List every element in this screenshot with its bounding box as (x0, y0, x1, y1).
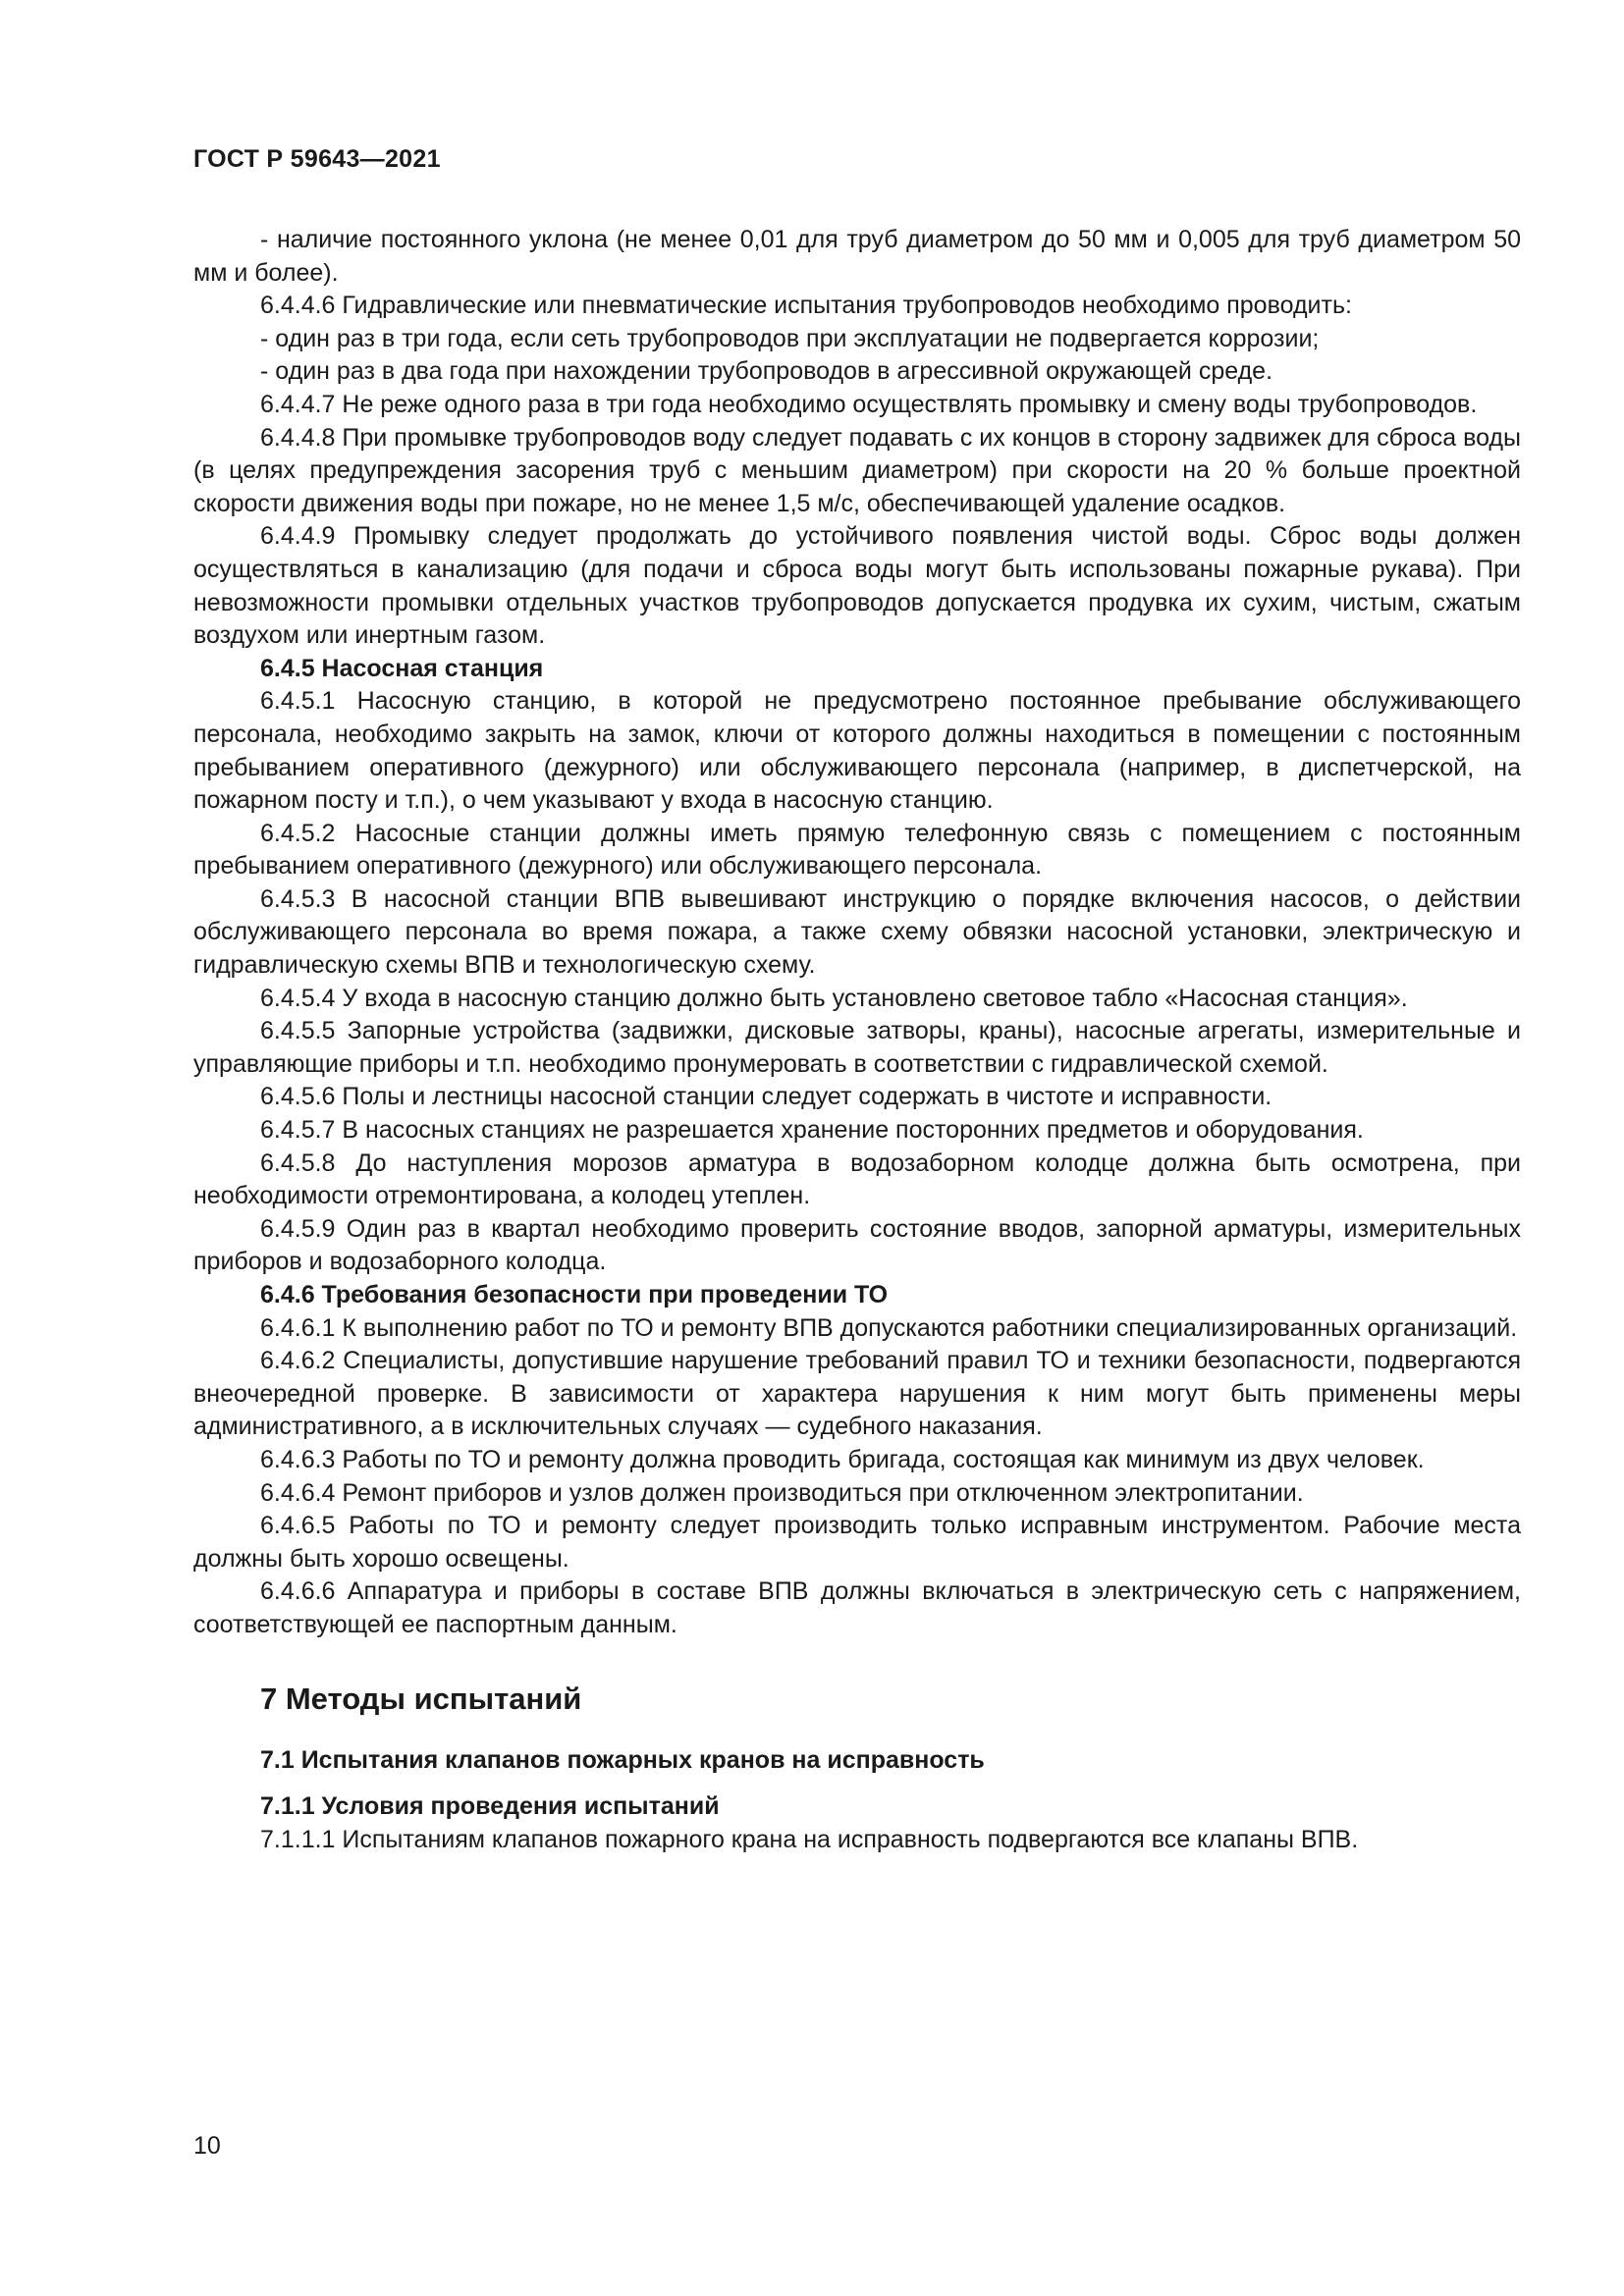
paragraph: 6.4.4.6 Гидравлические или пневматические испытания трубопроводов необходимо проводить: (260, 292, 1352, 320)
chapter-heading-7: 7 Методы испытаний (260, 1681, 582, 1716)
section-heading-6-4-6: 6.4.6 Требования безопасности при проведении ТО (260, 1281, 889, 1308)
paragraph: 6.4.5.9 Один раз в квартал необходимо проверить состояние вводов, запорной арматуры, измерительных приборов и водозаборного колодца. (193, 1214, 1521, 1276)
paragraph: 6.4.4.8 При промывке трубопроводов воду следует подавать с их концов в сторону задвижек для сброса воды (в целях предупреждения засорения труб с меньшим диаметром) при скорости на 20 % больше проектной скорости движения воды при пожаре, но не менее 1,5 м/с, обеспечивающей удаление осадков. (193, 423, 1521, 517)
section-heading-6-4-5: 6.4.5 Насосная станция (260, 654, 544, 682)
section-heading-7-1-1: 7.1.1 Условия проведения испытаний (260, 1792, 720, 1821)
paragraph: 6.4.6.6 Аппаратура и приборы в составе ВПВ должны включаться в электрическую сеть с напряжением, соответствующей ее паспортным данным. (193, 1577, 1521, 1638)
paragraph: 6.4.5.2 Насосные станции должны иметь прямую телефонную связь с помещением с постоянным пребыванием оперативного (дежурного) или обслуживающего персонала. (193, 819, 1521, 881)
paragraph: - один раз в три года, если сеть трубопроводов при эксплуатации не подвергается коррозии; (260, 324, 1320, 352)
document-header: ГОСТ Р 59643—2021 (193, 145, 441, 173)
paragraph: 6.4.4.7 Не реже одного раза в три года необходимо осуществлять промывку и смену воды трубопроводов. (260, 390, 1478, 418)
page-number: 10 (193, 2132, 221, 2160)
paragraph: 6.4.6.3 Работы по ТО и ремонту должна проводить бригада, состоящая как минимум из двух человек. (260, 1445, 1425, 1473)
paragraph: - наличие постоянного уклона (не менее 0,01 для труб диаметром до 50 мм и 0,005 для труб диаметром 50 мм и более). (193, 226, 1521, 287)
paragraph: 6.4.5.5 Запорные устройства (задвижки, дисковые затворы, краны), насосные агрегаты, измерительные и управляющие приборы и т.п. необходимо пронумеровать в соответствии с гидравлической схемой. (193, 1017, 1521, 1078)
paragraph: 6.4.5.1 Насосную станцию, в которой не предусмотрено постоянное пребывание обслуживающего персонала, необходимо закрыть на замок, ключи от которого должны находиться в помещении с постоянным пребыванием оперативного (дежурного) или обслуживающего персонала (например, в диспетчерской, на пожарном посту и т.п.), о чем указывают у входа в насосную станцию. (193, 687, 1521, 815)
paragraph: 6.4.4.9 Промывку следует продолжать до устойчивого появления чистой воды. Сброс воды должен осуществляться в канализацию (для подачи и сброса воды могут быть использованы пожарные рукава). При невозможности промывки отдельных участков трубопроводов допускается продувка их сухим, чистым, сжатым воздухом или инертным газом. (193, 522, 1521, 650)
paragraph: 6.4.5.7 В насосных станциях не разрешается хранение посторонних предметов и оборудования. (260, 1116, 1364, 1145)
paragraph: 7.1.1.1 Испытаниям клапанов пожарного крана на исправность подвергаются все клапаны ВПВ. (260, 1825, 1359, 1853)
paragraph: 6.4.5.4 У входа в насосную станцию должно быть установлено световое табло «Насосная станция». (260, 984, 1408, 1012)
document-body (193, 224, 1521, 1856)
paragraph: 6.4.5.3 В насосной станции ВПВ вывешивают инструкцию о порядке включения насосов, о действии обслуживающего персонала во время пожара, а также схему обвязки насосной установки, электрическую и гидравлическую схемы ВПВ и технологическую схему. (193, 884, 1521, 980)
paragraph: 6.4.6.5 Работы по ТО и ремонту следует производить только исправным инструментом. Рабочие места должны быть хорошо освещены. (193, 1512, 1521, 1573)
paragraph: 6.4.6.4 Ремонт приборов и узлов должен производиться при отключенном электропитании. (260, 1478, 1304, 1507)
paragraph: - один раз в два года при нахождении трубопроводов в агрессивной окружающей среде. (260, 357, 1273, 386)
paragraph: 6.4.5.8 До наступления морозов арматура в водозаборном колодце должна быть осмотрена, при необходимости отремонтирована, а колодец утеплен. (193, 1148, 1521, 1210)
paragraph: 6.4.5.6 Полы и лестницы насосной станции следует содержать в чистоте и исправности. (260, 1083, 1272, 1111)
paragraph: 6.4.6.1 К выполнению работ по ТО и ремонту ВПВ допускаются работники специализированных организаций. (260, 1313, 1518, 1342)
section-heading-7-1: 7.1 Испытания клапанов пожарных кранов на исправность (260, 1745, 985, 1774)
paragraph: 6.4.6.2 Специалисты, допустившие нарушение требований правил ТО и техники безопасности, подвергаются внеочередной проверке. В зависимости от характера нарушения к ним могут быть применены меры административного, а в исключительных случаях — судебного наказания. (193, 1347, 1521, 1441)
